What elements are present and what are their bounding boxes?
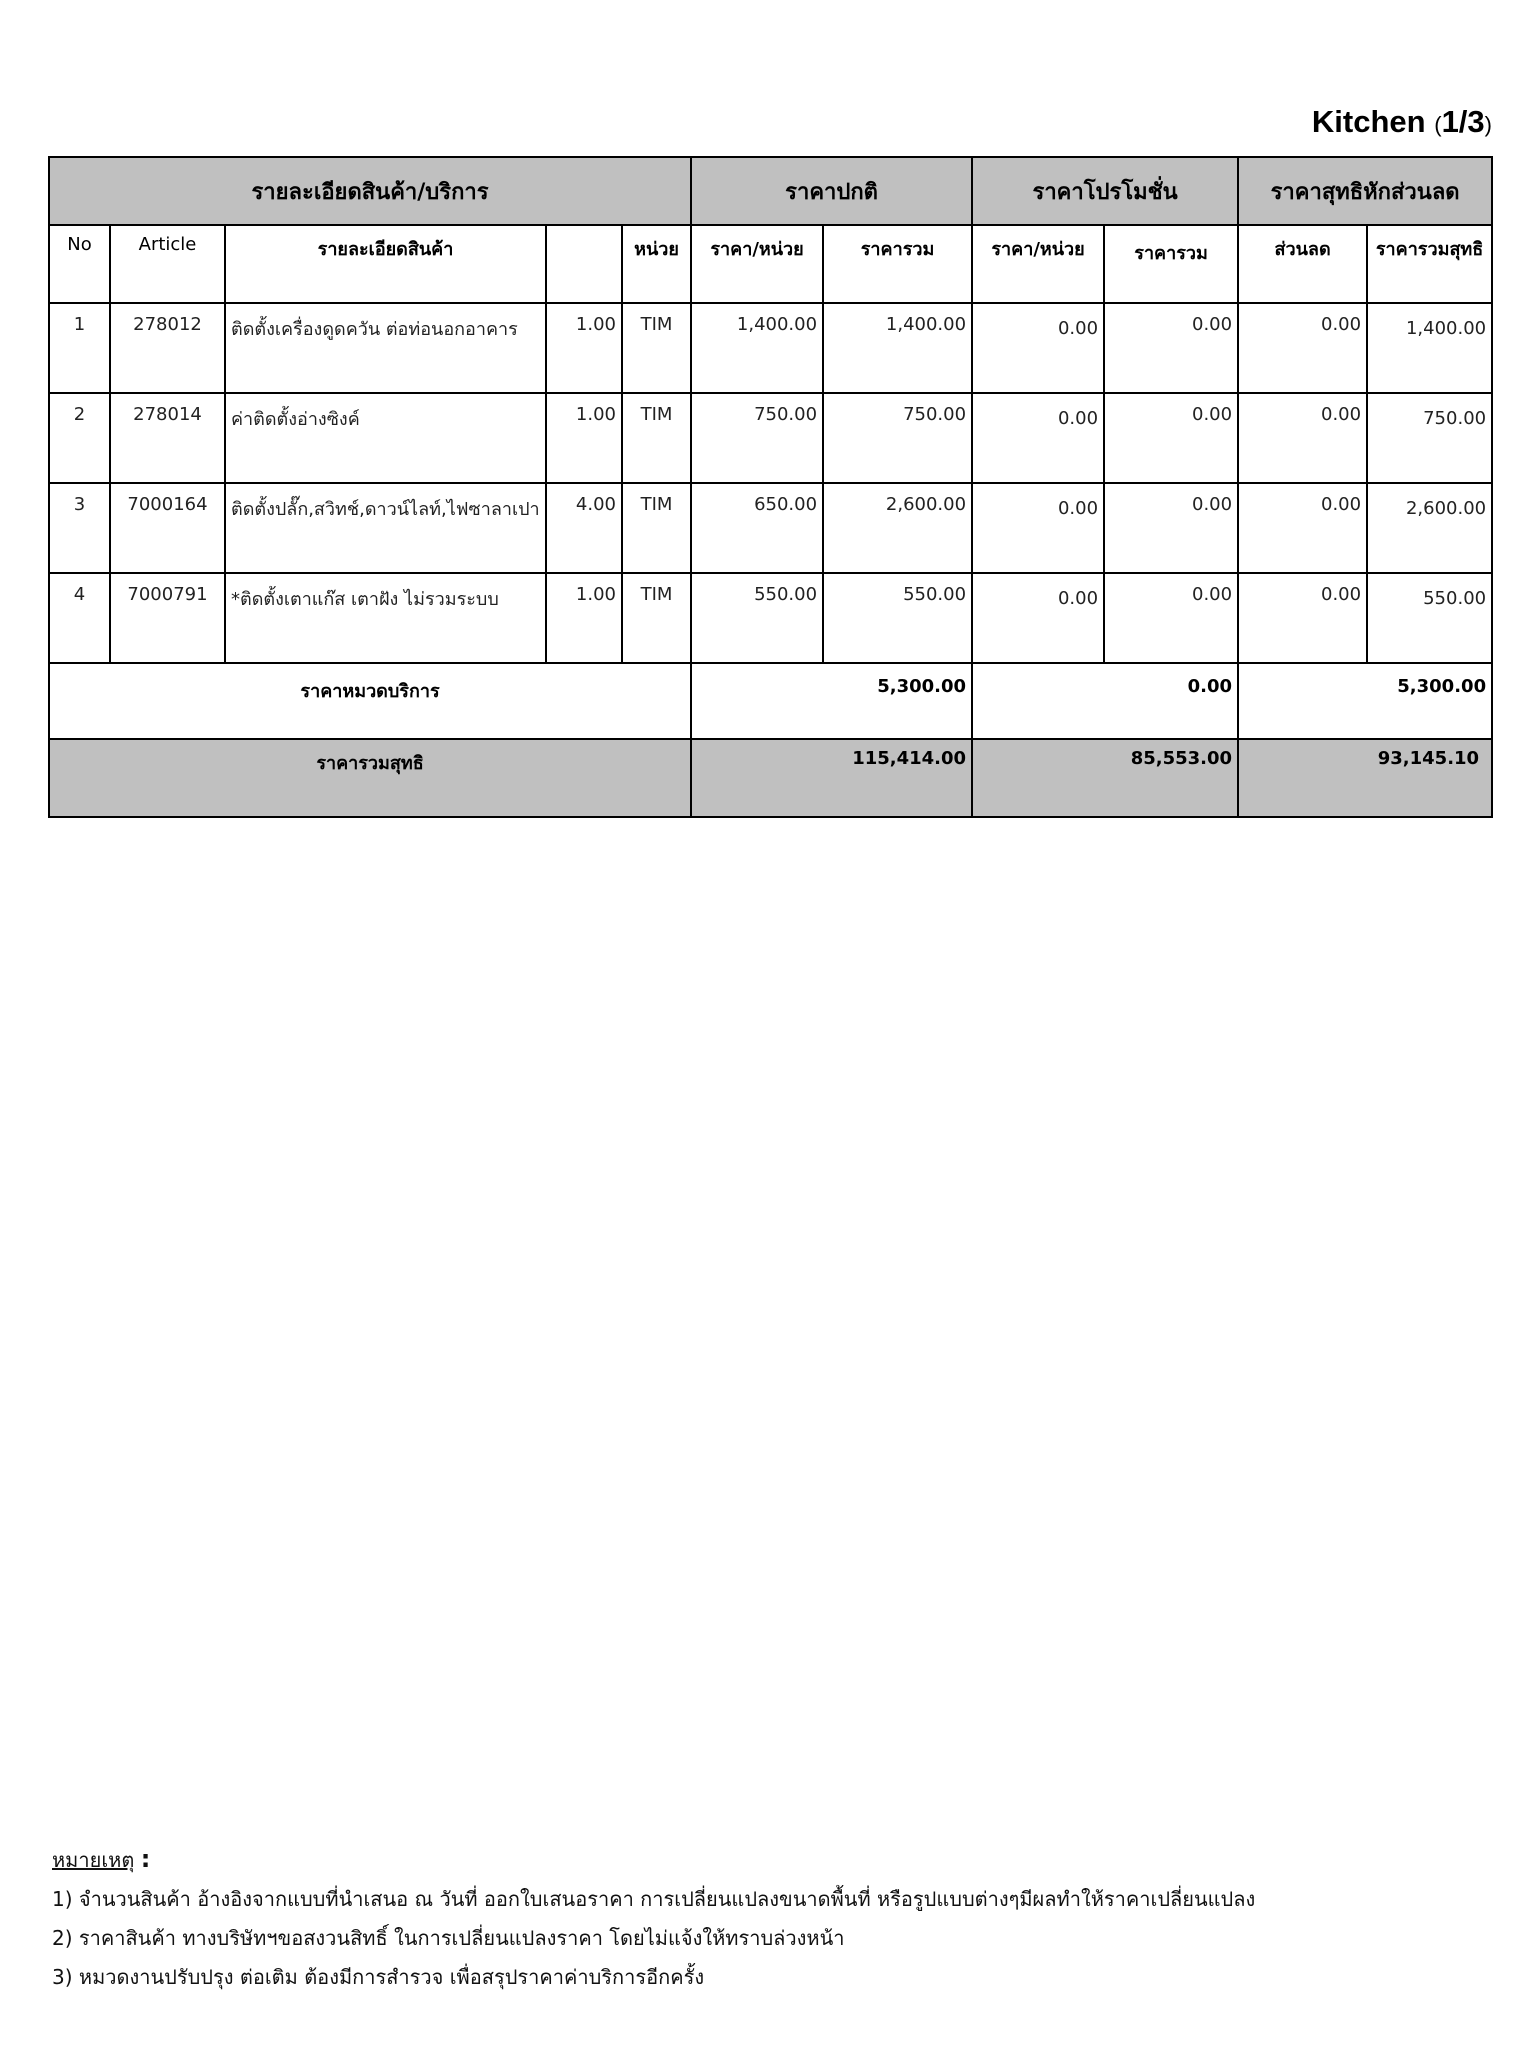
remark-note: 2) ราคาสินค้า ทางบริษัทฯขอสงวนสิทธิ์ ในการเปลี่ยนแปลงราคา โดยไม่แจ้งให้ทราบล่วงหน้า: [52, 1926, 845, 1950]
table-row: [49, 393, 1492, 483]
cell-promo-unit-price: 0.00: [972, 393, 1104, 483]
cell-promo-total: 0.00: [1104, 573, 1238, 663]
remarks-title-text: หมายเหตุ: [52, 1848, 135, 1872]
remarks-section: [52, 1840, 1492, 1997]
subtotal-row: [49, 663, 1492, 739]
col-header-discount: ส่วนลด: [1238, 225, 1367, 303]
cell-net-total: 550.00: [1367, 573, 1492, 663]
page-indicator-close: ): [1484, 112, 1492, 137]
cell-unit: TIM: [622, 483, 691, 573]
cell-no: 3: [49, 483, 110, 573]
cell-net-total: 1,400.00: [1367, 303, 1492, 393]
cell-description: ติดตั้งปลั๊ก,สวิทช์,ดาวน์ไลท์,ไฟซาลาเปา: [225, 483, 546, 573]
column-header-row: [49, 225, 1492, 303]
cell-promo-total: 0.00: [1104, 483, 1238, 573]
col-header-no: No: [49, 225, 110, 303]
col-header-qty: [546, 225, 622, 303]
cell-unit: TIM: [622, 303, 691, 393]
cell-qty: 1.00: [546, 393, 622, 483]
grand-total-regular: 115,414.00: [691, 739, 972, 817]
group-header-net-price: ราคาสุทธิหักส่วนลด: [1238, 157, 1492, 225]
col-header-promo-total: ราคารวม: [1104, 225, 1238, 303]
table-row: [49, 303, 1492, 393]
cell-article: 7000791: [110, 573, 225, 663]
cell-description: ค่าติดตั้งอ่างซิงค์: [225, 393, 546, 483]
cell-promo-unit-price: 0.00: [972, 303, 1104, 393]
subtotal-regular: 5,300.00: [691, 663, 972, 739]
group-header-promo-price: ราคาโปรโมชั่น: [972, 157, 1238, 225]
grand-total-net: 93,145.10: [1238, 739, 1492, 817]
cell-description: ติดตั้งเครื่องดูดควัน ต่อท่อนอกอาคาร: [225, 303, 546, 393]
cell-discount: 0.00: [1238, 393, 1367, 483]
cell-discount: 0.00: [1238, 483, 1367, 573]
cell-promo-total: 0.00: [1104, 393, 1238, 483]
group-header-regular-price: ราคาปกติ: [691, 157, 972, 225]
grand-total-label: ราคารวมสุทธิ: [49, 739, 691, 817]
col-header-regular-unit-price: ราคา/หน่วย: [691, 225, 823, 303]
cell-article: 278012: [110, 303, 225, 393]
col-header-promo-unit-price: ราคา/หน่วย: [972, 225, 1104, 303]
table-row: [49, 573, 1492, 663]
col-header-regular-total: ราคารวม: [823, 225, 972, 303]
cell-no: 4: [49, 573, 110, 663]
cell-regular-total: 1,400.00: [823, 303, 972, 393]
col-header-net-total: ราคารวมสุทธิ: [1367, 225, 1492, 303]
page-indicator: 1/3: [1441, 104, 1485, 139]
cell-promo-total: 0.00: [1104, 303, 1238, 393]
cell-no: 2: [49, 393, 110, 483]
cell-regular-total: 2,600.00: [823, 483, 972, 573]
cell-regular-unit-price: 650.00: [691, 483, 823, 573]
page-title: [1312, 104, 1492, 140]
cell-article: 7000164: [110, 483, 225, 573]
cell-promo-unit-price: 0.00: [972, 483, 1104, 573]
page-title-text: Kitchen: [1311, 104, 1426, 139]
cell-regular-unit-price: 1,400.00: [691, 303, 823, 393]
subtotal-label: ราคาหมวดบริการ: [49, 663, 691, 739]
cell-unit: TIM: [622, 573, 691, 663]
subtotal-promo: 0.00: [972, 663, 1238, 739]
cell-regular-total: 750.00: [823, 393, 972, 483]
col-header-article: Article: [110, 225, 225, 303]
cell-discount: 0.00: [1238, 573, 1367, 663]
grand-total-promo: 85,553.00: [972, 739, 1238, 817]
cell-article: 278014: [110, 393, 225, 483]
quotation-table: [48, 156, 1493, 818]
cell-promo-unit-price: 0.00: [972, 573, 1104, 663]
table-row: [49, 483, 1492, 573]
grand-total-row: [49, 739, 1492, 817]
cell-regular-unit-price: 750.00: [691, 393, 823, 483]
cell-no: 1: [49, 303, 110, 393]
page-indicator-open: (: [1434, 112, 1442, 137]
remark-note: 3) หมวดงานปรับปรุง ต่อเติม ต้องมีการสำรวจ เพื่อสรุปราคาค่าบริการอีกครั้ง: [52, 1965, 705, 1989]
cell-net-total: 750.00: [1367, 393, 1492, 483]
subtotal-net: 5,300.00: [1238, 663, 1492, 739]
col-header-unit: หน่วย: [622, 225, 691, 303]
remarks-title: [52, 1840, 1492, 1880]
cell-description: *ติดตั้งเตาแก๊ส เตาฝัง ไม่รวมระบบ: [225, 573, 546, 663]
cell-qty: 4.00: [546, 483, 622, 573]
cell-unit: TIM: [622, 393, 691, 483]
cell-net-total: 2,600.00: [1367, 483, 1492, 573]
cell-regular-unit-price: 550.00: [691, 573, 823, 663]
remark-note: 1) จำนวนสินค้า อ้างอิงจากแบบที่นำเสนอ ณ วันที่ ออกใบเสนอราคา การเปลี่ยนแปลงขนาดพื้นที่ หรือรูปแบบต่างๆมีผลทำให้ราคาเปลี่ยนแปลง: [52, 1887, 1256, 1911]
cell-discount: 0.00: [1238, 303, 1367, 393]
cell-qty: 1.00: [546, 303, 622, 393]
group-header-row: [49, 157, 1492, 225]
cell-regular-total: 550.00: [823, 573, 972, 663]
cell-qty: 1.00: [546, 573, 622, 663]
remarks-title-colon: :: [140, 1845, 151, 1873]
group-header-details: รายละเอียดสินค้า/บริการ: [49, 157, 691, 225]
col-header-description: รายละเอียดสินค้า: [225, 225, 546, 303]
